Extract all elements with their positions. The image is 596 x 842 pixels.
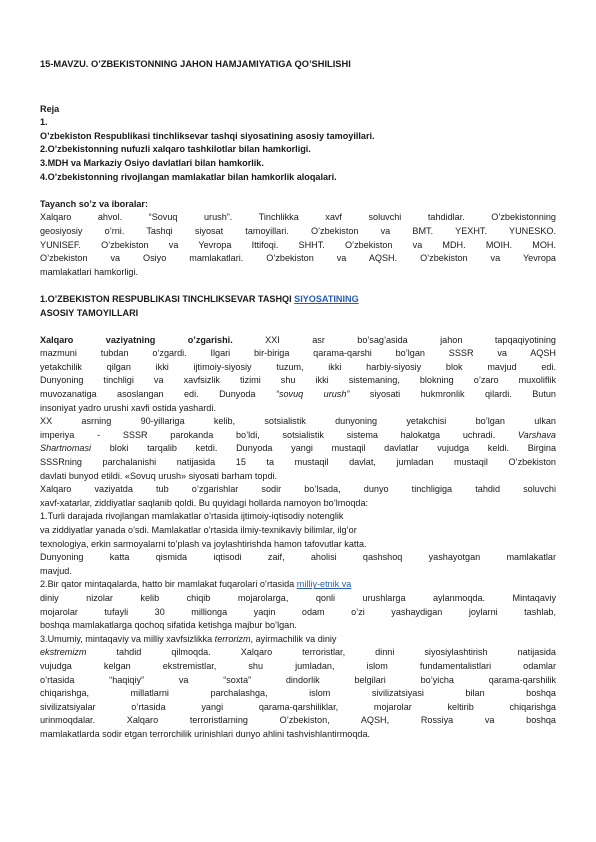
paragraph-line: mamlakatlarda sodir etgan terrorchilik urinishlari dunyo ahlini tashvishlantirmoqda. <box>40 728 371 739</box>
paragraph-italic: “sovuq urush” <box>275 389 350 400</box>
paragraph-line: diniy nizolar kelib chiqib mojarolarga, qonli urushlarga aylanmoqda. Mintaqaviy <box>40 592 556 603</box>
paragraph-line: va ziddiyatlar yanada o’sdi. Mamlakatlar o’rtasida ilmiy-texnikaviy bilimlar, ilg’or <box>40 525 357 535</box>
spacer <box>40 279 556 293</box>
paragraph-line <box>40 633 556 647</box>
keywords-line: mamlakatlari hamkorligi. <box>40 266 139 277</box>
paragraph-line: XX asrning 90-yillariga kelib, sotsialistik dunyoning yetakchisi bo’lgan ulkan <box>40 416 556 427</box>
paragraph-line: boshqa mamlakatlarga qochoq sifatida ketishga majbur bo’lgan. <box>40 620 297 631</box>
paragraph-line <box>40 578 556 592</box>
plan-item: 4.O’zbekistonning rivojlangan mamlakatlar bilan hamkorlik aloqalari. <box>40 171 337 182</box>
paragraph-line <box>40 442 556 456</box>
section-title-link[interactable]: SIYOSATINING <box>294 293 359 304</box>
paragraph-line: texnologiya, erkin sarmoyalarni to’plash va joylashtirishda hamon tafovutlar katta. <box>40 538 367 549</box>
paragraph-line: SSSRning parchalanishi natijasida 15 ta mustaqil davlat, jumladan mustaqil O’zbekiston <box>40 457 556 468</box>
paragraph-line: urinmoqdalar. Xalqaro terroristlarning O’zbekiston, AQSH, Rossiya va boshqa <box>40 715 556 726</box>
paragraph-line: Xalqaro vaziyatda tub o’zgarishlar sodir bo’lsada, dunyo tinchligiga tahdid soluvchi <box>40 484 556 495</box>
paragraph-line: o’rtasida “haqiqiy” va “soxta” dindorlik belgilari bo’yicha qarama-qarshilik <box>40 674 556 685</box>
paragraph-text: XXI asr bo’sag’asida jahon tapqaqiyotining <box>232 334 556 345</box>
paragraph-line: mojarolar tufayli 30 millionga yaqin odam o’zi yashaydigan joylarni tashlab, <box>40 606 556 617</box>
paragraph-line: yetakchilik qilgan ikki ijtimoiy-siyosiy tuzum, ikki harbiy-siyosiy blok mavjud edi. <box>40 361 556 372</box>
paragraph-line: chiqarishga, millatlarni parchalashga, islom sivilizatsiyasi bilan boshqa <box>40 688 556 699</box>
keywords-line: Xalqaro ahvol. “Sovuq urush”. Tinchlikka xavf soluvchi tahdidlar. O’zbekistonning <box>40 212 556 223</box>
plan-heading: Reja <box>40 103 60 114</box>
spacer <box>40 184 556 198</box>
paragraph-text: imperiya - SSSR parokanda bo’ldi, sotsialistik sistema halokatga uchradi. <box>40 429 518 440</box>
paragraph-text: tahdid qilmoqda. Xalqaro terroristlar, dinni siyosiylashtirish natijasida <box>86 647 556 658</box>
paragraph-line: Dunyoning katta qismida iqtisodi zaif, aholisi qashshoq yashayotgan mamlakatlar <box>40 552 556 563</box>
paragraph-line <box>40 388 556 402</box>
keywords-line: YUNISEF. O’zbekiston va Yevropa Ittifoqi. SHHT. O’zbekiston va MDH. MOIH. MOH. <box>40 239 556 250</box>
paragraph-italic: Varshava <box>517 429 556 440</box>
paragraph-line: vujudga kelgan ekstremistlar, shu jumladan, islom fundamentalistlari odamlar <box>40 660 556 671</box>
paragraph-lead: Xalqaro vaziyatning o’zgarishi. <box>40 334 233 345</box>
inline-link[interactable]: milliy-etnik va <box>296 579 352 590</box>
document-title: 15-MAVZU. O’ZBEKISTONNING JAHON HAMJAMIYATIGA QO’SHILISHI <box>40 59 351 69</box>
keywords-heading: Tayanch so’z va iboralar: <box>40 198 148 209</box>
plan-item: 1. <box>40 117 48 128</box>
paragraph-line: insoniyat yadro urushi xavfi ostida yashardi. <box>40 402 216 413</box>
section-title-line2: ASOSIY TAMOYILLARI <box>40 307 139 318</box>
plan-item: 2.O’zbekistonning nufuzli xalqaro tashkilotlar bilan hamkorligi. <box>40 144 311 155</box>
paragraph-italic: ekstremizm <box>40 647 87 658</box>
paragraph-line: mavjud. <box>40 565 72 576</box>
paragraph-line: xavf-xatarlar, ziddiyatlar saqlanib qoldi. Bu quyidagi hollarda namoyon bo’lmoqda: <box>40 497 369 508</box>
paragraph-line: 1.Turli darajada rivojlangan mamlakatlar o’rtasida ijtimoiy-iqtisodiy notenglik <box>40 511 344 522</box>
paragraph-italic: terrorizm <box>214 633 251 644</box>
paragraph-text: siyosati hukmronlik qilardi. Butun <box>349 389 556 400</box>
section-title <box>40 293 556 307</box>
section-title-text: 1.O’ZBEKISTON RESPUBLIKASI TINCHLIKSEVAR TASHQI <box>40 293 295 304</box>
document-page <box>40 58 556 742</box>
paragraph-line <box>40 646 556 660</box>
paragraph-text: muvozanatiga asoslangan edi. Dunyoda <box>40 389 276 400</box>
keywords-line: geosiyosiy o’rni. Tashqi siyosat tamoyillari. O’zbekiston va BMT. YEXHT. YUNESKO. <box>40 225 556 236</box>
plan-item: O’zbekiston Respublikasi tinchliksevar tashqi siyosatining asosiy tamoyillari. <box>40 130 375 141</box>
paragraph-line <box>40 429 556 443</box>
paragraph-text: 2.Bir qator mintaqalarda, hatto bir mamlakat fuqarolari o’rtasida <box>40 579 297 590</box>
spacer <box>40 320 556 334</box>
paragraph-italic: Shartnomasi <box>40 443 92 454</box>
paragraph-text: bloki tarqalib ketdi. Dunyoda yangi mustaqil davlatlar vujudga keldi. Birgina <box>91 443 556 454</box>
paragraph-text: 3.Umumiy, mintaqaviy va milliy xavfsizlikka <box>40 633 215 644</box>
keywords-line: O’zbekiston va Osiyo mamlakatlari. O’zbekiston va AQSH. O’zbekiston va Yevropa <box>40 253 556 264</box>
paragraph-line: sivilizatsiyalar o’rtasida yangi qarama-qarshiliklar, mojarolar keltirib chiqarishga <box>40 701 556 712</box>
paragraph-line: mazmuni tubdan o’zgardi. Ilgari bir-biriga qarama-qarshi bo’lgan SSSR va AQSH <box>40 348 556 359</box>
paragraph-text: , ayirmachilik va diniy <box>250 633 337 644</box>
paragraph-line: davlati bunyod etildi. «Sovuq urush» siyosati barham topdi. <box>40 470 278 481</box>
plan-item: 3.MDH va Markaziy Osiyo davlatlari bilan hamkorlik. <box>40 157 264 168</box>
paragraph-line: Dunyoning tinchligi va xavfsizlik tizimi shu ikki sistemaning, blokning o’zaro muxoliflik <box>40 375 556 386</box>
paragraph-line <box>40 334 556 348</box>
